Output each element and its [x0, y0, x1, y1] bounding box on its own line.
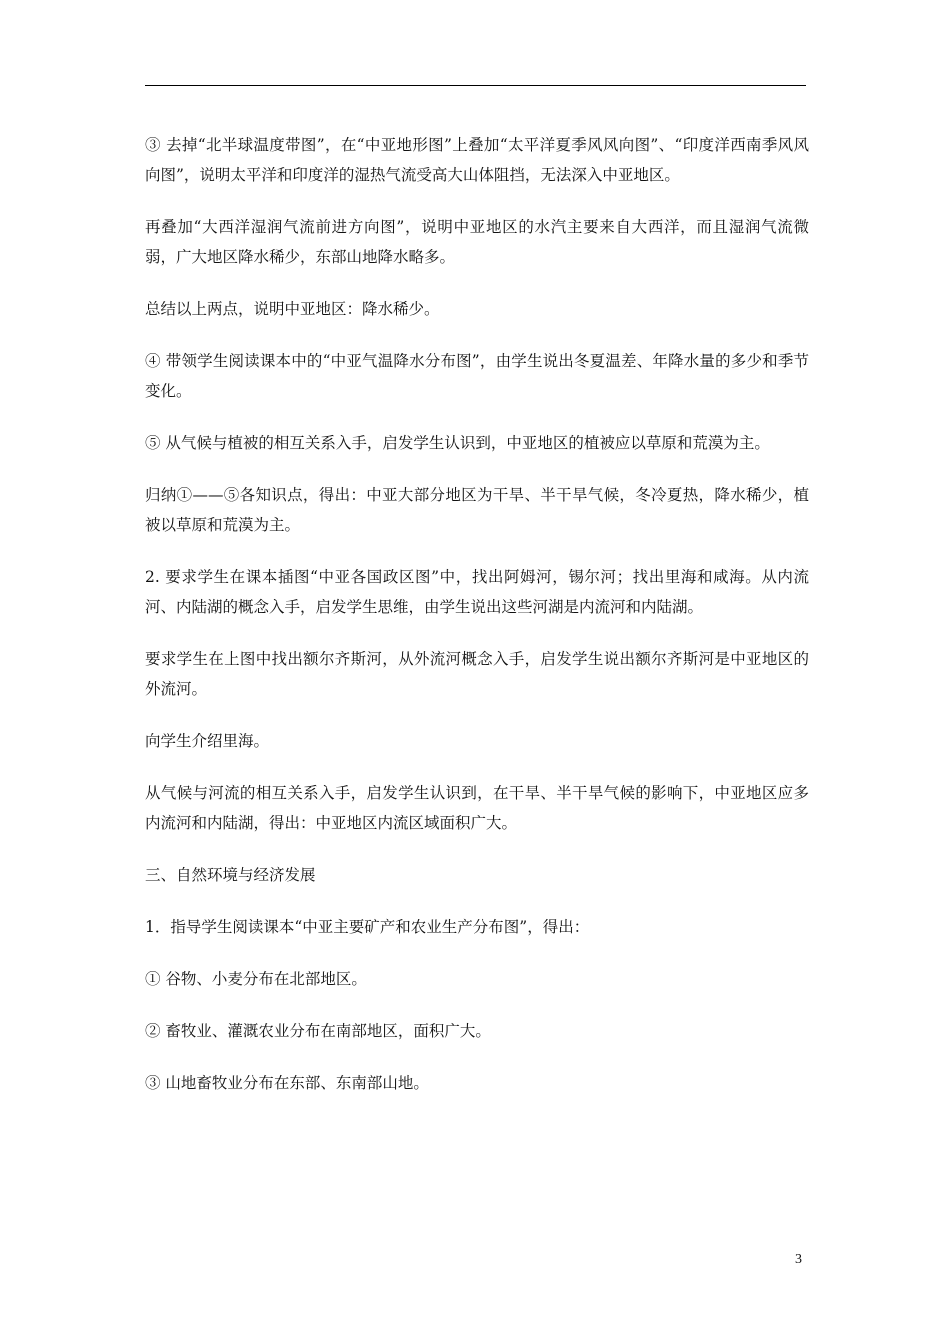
list-item: ② 畜牧业、灌溉农业分布在南部地区，面积广大。: [145, 1022, 491, 1040]
paragraph: ⑤ 从气候与植被的相互关系入手，启发学生认识到，中亚地区的植被应以草原和荒漠为主。: [145, 434, 770, 452]
paragraph: 向学生介绍里海。: [145, 732, 270, 750]
paragraph: 要求学生在上图中找出额尔齐斯河，从外流河概念入手，启发学生说出额尔齐斯河是中亚地区的外流河。: [145, 650, 809, 698]
list-item: ① 谷物、小麦分布在北部地区。: [145, 970, 367, 988]
paragraph: 从气候与河流的相互关系入手，启发学生认识到，在干旱、半干旱气候的影响下，中亚地区应多内流河和内陆湖，得出：中亚地区内流区域面积广大。: [145, 784, 809, 832]
document-body: [145, 130, 809, 1120]
section-heading: 三、自然环境与经济发展: [145, 866, 316, 884]
page-number: 3: [795, 1252, 802, 1267]
paragraph: 2. 要求学生在课本插图“中亚各国政区图”中，找出阿姆河，锡尔河；找出里海和咸海。从内流河、内陆湖的概念入手，启发学生思维，由学生说出这些河湖是内流河和内陆湖。: [145, 568, 809, 616]
paragraph: ④ 带领学生阅读课本中的“中亚气温降水分布图”，由学生说出冬夏温差、年降水量的多少和季节变化。: [145, 352, 809, 400]
paragraph: 归纳①——⑤各知识点，得出：中亚大部分地区为干旱、半干旱气候，冬冷夏热，降水稀少，植被以草原和荒漠为主。: [145, 486, 809, 534]
paragraph: 再叠加“大西洋湿润气流前进方向图”，说明中亚地区的水汽主要来自大西洋，而且湿润气流微弱，广大地区降水稀少，东部山地降水略多。: [145, 218, 809, 266]
paragraph: ③ 去掉“北半球温度带图”，在“中亚地形图”上叠加“太平洋夏季风风向图”、“印度洋西南季风风向图”，说明太平洋和印度洋的湿热气流受高大山体阻挡，无法深入中亚地区。: [145, 136, 809, 184]
header-rule: [145, 85, 806, 86]
paragraph: 1．指导学生阅读课本“中亚主要矿产和农业生产分布图”，得出：: [145, 918, 590, 936]
list-item: ③ 山地畜牧业分布在东部、东南部山地。: [145, 1074, 429, 1092]
paragraph: 总结以上两点，说明中亚地区：降水稀少。: [145, 300, 440, 318]
